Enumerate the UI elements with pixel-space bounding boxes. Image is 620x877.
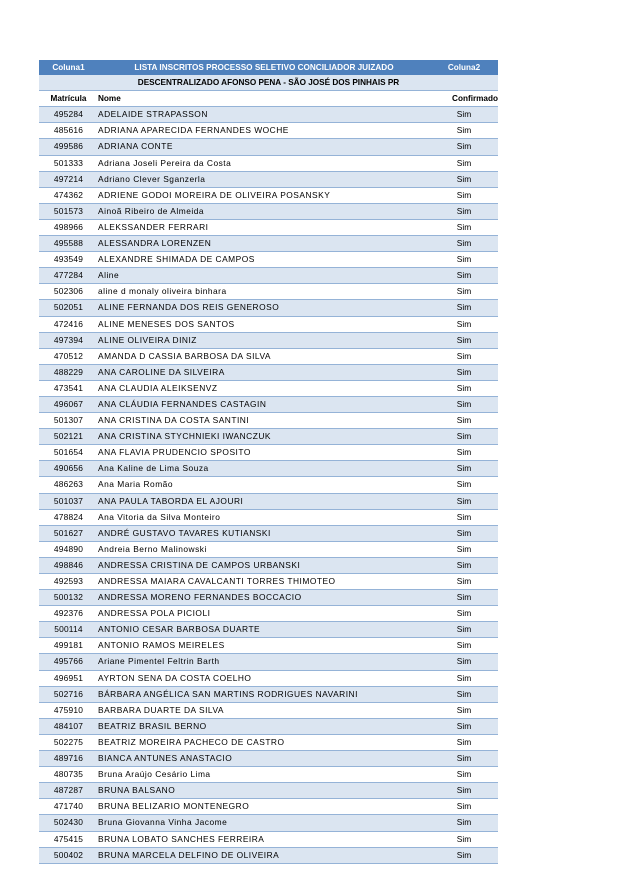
row-matricula: 473541 xyxy=(39,380,98,396)
row-nome: Andreia Berno Malinowski xyxy=(98,541,430,557)
row-matricula: 500402 xyxy=(39,847,98,863)
table-row xyxy=(39,541,498,557)
row-matricula: 495766 xyxy=(39,654,98,670)
row-matricula: 501307 xyxy=(39,413,98,429)
row-confirmado: Sim xyxy=(430,461,498,477)
row-matricula: 502121 xyxy=(39,429,98,445)
row-confirmado: Sim xyxy=(430,541,498,557)
row-matricula: 502306 xyxy=(39,284,98,300)
row-confirmado: Sim xyxy=(430,316,498,332)
row-matricula: 474362 xyxy=(39,187,98,203)
row-matricula: 489716 xyxy=(39,751,98,767)
row-matricula: 501037 xyxy=(39,493,98,509)
row-nome: ANTONIO RAMOS MEIRELES xyxy=(98,638,430,654)
column-header-row xyxy=(39,91,498,107)
table-row xyxy=(39,445,498,461)
row-nome: ADELAIDE STRAPASSON xyxy=(98,107,430,123)
row-confirmado: Sim xyxy=(430,445,498,461)
table-header-row xyxy=(39,60,498,75)
row-confirmado: Sim xyxy=(430,493,498,509)
row-confirmado: Sim xyxy=(430,252,498,268)
row-confirmado: Sim xyxy=(430,429,498,445)
row-matricula: 498846 xyxy=(39,557,98,573)
table-row xyxy=(39,364,498,380)
row-nome: ALINE MENESES DOS SANTOS xyxy=(98,316,430,332)
row-matricula: 484107 xyxy=(39,718,98,734)
table-row xyxy=(39,590,498,606)
row-nome: Aline xyxy=(98,268,430,284)
row-confirmado: Sim xyxy=(430,815,498,831)
table-row xyxy=(39,332,498,348)
header-title: LISTA INSCRITOS PROCESSO SELETIVO CONCILIADOR JUIZADO xyxy=(98,60,430,75)
table-row xyxy=(39,107,498,123)
row-matricula: 495588 xyxy=(39,236,98,252)
row-nome: BEATRIZ BRASIL BERNO xyxy=(98,718,430,734)
table-row xyxy=(39,815,498,831)
row-confirmado: Sim xyxy=(430,155,498,171)
row-confirmado: Sim xyxy=(430,123,498,139)
row-matricula: 475910 xyxy=(39,702,98,718)
row-matricula: 486263 xyxy=(39,477,98,493)
table-row xyxy=(39,348,498,364)
table-row xyxy=(39,493,498,509)
table-row xyxy=(39,396,498,412)
table-row xyxy=(39,847,498,863)
table-row xyxy=(39,557,498,573)
row-nome: AMANDA D CASSIA BARBOSA DA SILVA xyxy=(98,348,430,364)
row-nome: ALINE OLIVEIRA DINIZ xyxy=(98,332,430,348)
table-row xyxy=(39,654,498,670)
row-matricula: 499181 xyxy=(39,638,98,654)
row-nome: ANA CAROLINE DA SILVEIRA xyxy=(98,364,430,380)
subtitle: DESCENTRALIZADO AFONSO PENA - SÃO JOSÉ DOS PINHAIS PR xyxy=(39,75,498,91)
row-matricula: 470512 xyxy=(39,348,98,364)
table-row xyxy=(39,799,498,815)
row-matricula: 495284 xyxy=(39,107,98,123)
table-row xyxy=(39,606,498,622)
row-matricula: 480735 xyxy=(39,767,98,783)
row-nome: ALINE FERNANDA DOS REIS GENEROSO xyxy=(98,300,430,316)
row-confirmado: Sim xyxy=(430,767,498,783)
header-col2: Coluna2 xyxy=(430,60,498,75)
table-row xyxy=(39,187,498,203)
row-nome: ANA FLAVIA PRUDENCIO SPOSITO xyxy=(98,445,430,461)
row-confirmado: Sim xyxy=(430,606,498,622)
table-row xyxy=(39,751,498,767)
row-matricula: 502051 xyxy=(39,300,98,316)
row-matricula: 497214 xyxy=(39,171,98,187)
row-nome: Bruna Giovanna Vinha Jacome xyxy=(98,815,430,831)
row-confirmado: Sim xyxy=(430,187,498,203)
row-nome: Bruna Araújo Cesário Lima xyxy=(98,767,430,783)
column-header-confirmado: Confirmado xyxy=(430,91,498,107)
row-matricula: 502430 xyxy=(39,815,98,831)
row-confirmado: Sim xyxy=(430,413,498,429)
row-nome: BRUNA MARCELA DELFINO DE OLIVEIRA xyxy=(98,847,430,863)
row-matricula: 501654 xyxy=(39,445,98,461)
row-nome: ADRIANA APARECIDA FERNANDES WOCHE xyxy=(98,123,430,139)
table-row xyxy=(39,429,498,445)
row-matricula: 487287 xyxy=(39,783,98,799)
row-matricula: 472416 xyxy=(39,316,98,332)
row-matricula: 496951 xyxy=(39,670,98,686)
table-row xyxy=(39,461,498,477)
column-header-matricula: Matrícula xyxy=(39,91,98,107)
row-confirmado: Sim xyxy=(430,268,498,284)
table-row xyxy=(39,155,498,171)
row-matricula: 501333 xyxy=(39,155,98,171)
table-row xyxy=(39,702,498,718)
row-confirmado: Sim xyxy=(430,203,498,219)
table-row xyxy=(39,236,498,252)
row-confirmado: Sim xyxy=(430,509,498,525)
table-row xyxy=(39,284,498,300)
row-matricula: 501627 xyxy=(39,525,98,541)
row-nome: Ariane Pimentel Feltrin Barth xyxy=(98,654,430,670)
table-row xyxy=(39,268,498,284)
row-confirmado: Sim xyxy=(430,348,498,364)
row-confirmado: Sim xyxy=(430,396,498,412)
row-nome: ADRIENE GODOI MOREIRA DE OLIVEIRA POSANSKY xyxy=(98,187,430,203)
row-nome: BÁRBARA ANGÉLICA SAN MARTINS RODRIGUES NAVARINI xyxy=(98,686,430,702)
row-nome: ANDRESSA MAIARA CAVALCANTI TORRES THIMOTEO xyxy=(98,574,430,590)
row-confirmado: Sim xyxy=(430,702,498,718)
row-nome: ANA PAULA TABORDA EL AJOURI xyxy=(98,493,430,509)
table-row xyxy=(39,219,498,235)
table-row xyxy=(39,139,498,155)
row-matricula: 485616 xyxy=(39,123,98,139)
table-row xyxy=(39,622,498,638)
table-row xyxy=(39,509,498,525)
row-matricula: 475415 xyxy=(39,831,98,847)
row-nome: Ainoã Ribeiro de Almeida xyxy=(98,203,430,219)
row-nome: ANA CLAUDIA ALEIKSENVZ xyxy=(98,380,430,396)
row-confirmado: Sim xyxy=(430,300,498,316)
table-row xyxy=(39,574,498,590)
table-row xyxy=(39,316,498,332)
table-row xyxy=(39,718,498,734)
table-row xyxy=(39,525,498,541)
row-confirmado: Sim xyxy=(430,831,498,847)
row-confirmado: Sim xyxy=(430,847,498,863)
table-row xyxy=(39,783,498,799)
row-matricula: 501573 xyxy=(39,203,98,219)
table-row xyxy=(39,686,498,702)
row-matricula: 492593 xyxy=(39,574,98,590)
row-nome: ANDRESSA CRISTINA DE CAMPOS URBANSKI xyxy=(98,557,430,573)
table-row xyxy=(39,171,498,187)
row-nome: ADRIANA CONTE xyxy=(98,139,430,155)
row-matricula: 477284 xyxy=(39,268,98,284)
column-header-nome: Nome xyxy=(98,91,430,107)
row-confirmado: Sim xyxy=(430,284,498,300)
row-nome: ANA CLÁUDIA FERNANDES CASTAGIN xyxy=(98,396,430,412)
row-matricula: 471740 xyxy=(39,799,98,815)
row-nome: Ana Kaline de Lima Souza xyxy=(98,461,430,477)
table-row xyxy=(39,380,498,396)
row-confirmado: Sim xyxy=(430,734,498,750)
row-confirmado: Sim xyxy=(430,525,498,541)
row-confirmado: Sim xyxy=(430,574,498,590)
row-nome: ANTONIO CESAR BARBOSA DUARTE xyxy=(98,622,430,638)
row-matricula: 498966 xyxy=(39,219,98,235)
table-row xyxy=(39,123,498,139)
row-nome: BIANCA ANTUNES ANASTACIO xyxy=(98,751,430,767)
row-confirmado: Sim xyxy=(430,751,498,767)
row-nome: ANA CRISTINA DA COSTA SANTINI xyxy=(98,413,430,429)
row-nome: ALESSANDRA LORENZEN xyxy=(98,236,430,252)
table-row xyxy=(39,670,498,686)
row-nome: ALEKSSANDER FERRARI xyxy=(98,219,430,235)
row-nome: ANA CRISTINA STYCHNIEKI IWANCZUK xyxy=(98,429,430,445)
table-row xyxy=(39,767,498,783)
row-confirmado: Sim xyxy=(430,107,498,123)
table-row xyxy=(39,300,498,316)
row-nome: BRUNA LOBATO SANCHES FERREIRA xyxy=(98,831,430,847)
row-nome: ANDRESSA MORENO FERNANDES BOCCACIO xyxy=(98,590,430,606)
row-confirmado: Sim xyxy=(430,332,498,348)
table-row xyxy=(39,477,498,493)
row-matricula: 499586 xyxy=(39,139,98,155)
header-col1: Coluna1 xyxy=(39,60,98,75)
row-matricula: 490656 xyxy=(39,461,98,477)
row-matricula: 496067 xyxy=(39,396,98,412)
table-row xyxy=(39,831,498,847)
row-nome: Adriana Joseli Pereira da Costa xyxy=(98,155,430,171)
row-confirmado: Sim xyxy=(430,557,498,573)
row-nome: ANDRÉ GUSTAVO TAVARES KUTIANSKI xyxy=(98,525,430,541)
row-nome: Ana Vitoria da Silva Monteiro xyxy=(98,509,430,525)
table-row xyxy=(39,413,498,429)
row-nome: Adriano Clever Sganzerla xyxy=(98,171,430,187)
row-matricula: 488229 xyxy=(39,364,98,380)
row-confirmado: Sim xyxy=(430,477,498,493)
row-matricula: 493549 xyxy=(39,252,98,268)
row-confirmado: Sim xyxy=(430,364,498,380)
row-confirmado: Sim xyxy=(430,670,498,686)
registrants-table xyxy=(39,60,498,864)
row-matricula: 494890 xyxy=(39,541,98,557)
row-nome: BRUNA BELIZARIO MONTENEGRO xyxy=(98,799,430,815)
table-row xyxy=(39,638,498,654)
row-matricula: 497394 xyxy=(39,332,98,348)
row-confirmado: Sim xyxy=(430,718,498,734)
row-confirmado: Sim xyxy=(430,638,498,654)
row-nome: BEATRIZ MOREIRA PACHECO DE CASTRO xyxy=(98,734,430,750)
row-confirmado: Sim xyxy=(430,799,498,815)
row-nome: ANDRESSA POLA PICIOLI xyxy=(98,606,430,622)
row-nome: Ana Maria Romão xyxy=(98,477,430,493)
row-matricula: 502275 xyxy=(39,734,98,750)
row-nome: ALEXANDRE SHIMADA DE CAMPOS xyxy=(98,252,430,268)
row-confirmado: Sim xyxy=(430,654,498,670)
row-nome: BRUNA BALSANO xyxy=(98,783,430,799)
row-confirmado: Sim xyxy=(430,590,498,606)
row-confirmado: Sim xyxy=(430,171,498,187)
row-confirmado: Sim xyxy=(430,139,498,155)
row-nome: AYRTON SENA DA COSTA COELHO xyxy=(98,670,430,686)
row-nome: BARBARA DUARTE DA SILVA xyxy=(98,702,430,718)
row-confirmado: Sim xyxy=(430,686,498,702)
subtitle-row xyxy=(39,75,498,91)
table-row xyxy=(39,252,498,268)
row-matricula: 478824 xyxy=(39,509,98,525)
row-matricula: 500132 xyxy=(39,590,98,606)
row-nome: aline d monaly oliveira binhara xyxy=(98,284,430,300)
row-confirmado: Sim xyxy=(430,783,498,799)
table-row xyxy=(39,734,498,750)
row-matricula: 502716 xyxy=(39,686,98,702)
row-confirmado: Sim xyxy=(430,380,498,396)
table-row xyxy=(39,203,498,219)
row-matricula: 500114 xyxy=(39,622,98,638)
row-confirmado: Sim xyxy=(430,622,498,638)
row-confirmado: Sim xyxy=(430,236,498,252)
row-confirmado: Sim xyxy=(430,219,498,235)
row-matricula: 492376 xyxy=(39,606,98,622)
